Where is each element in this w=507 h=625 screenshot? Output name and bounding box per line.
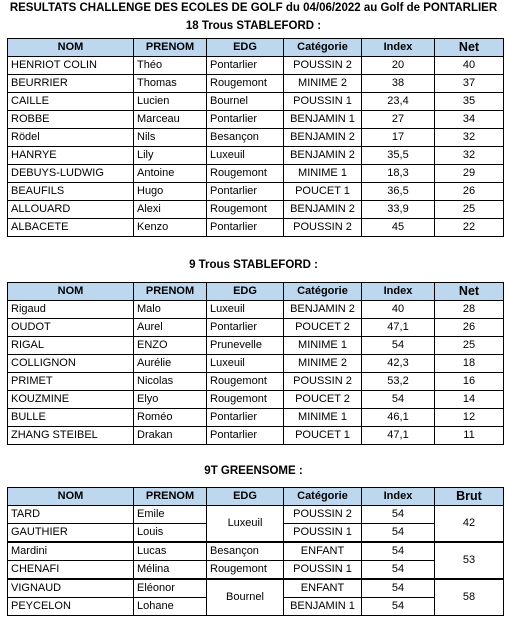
- cell-nom: VIGNAUD: [8, 579, 134, 598]
- cell-categorie: BENJAMIN 2: [284, 201, 362, 219]
- cell-prenom: Roméo: [134, 409, 207, 427]
- cell-nom: KOUZMINE: [8, 391, 134, 409]
- cell-prenom: Mélina: [134, 561, 207, 580]
- cell-edg: Pontarlier: [207, 409, 284, 427]
- cell-nom: HENRIOT COLIN: [8, 57, 134, 75]
- cell-index: 27: [362, 111, 435, 129]
- cell-index: 18,3: [362, 165, 435, 183]
- header-edg: EDG: [207, 39, 284, 57]
- cell-prenom: Drakan: [134, 427, 207, 445]
- cell-index: 53,2: [362, 373, 435, 391]
- cell-score: 11: [435, 427, 504, 445]
- cell-prenom: Thomas: [134, 75, 207, 93]
- cell-prenom: Kenzo: [134, 219, 207, 237]
- cell-nom: RIGAL: [8, 337, 134, 355]
- cell-categorie: ENFANT: [284, 542, 362, 561]
- header-categorie: Catégorie: [284, 39, 362, 57]
- cell-nom: PRIMET: [8, 373, 134, 391]
- table-row: [8, 579, 504, 598]
- cell-prenom: Hugo: [134, 183, 207, 201]
- cell-nom: GAUTHIER: [8, 524, 134, 543]
- header-prenom: PRENOM: [134, 488, 207, 506]
- cell-index: 36,5: [362, 183, 435, 201]
- cell-score: 37: [435, 75, 504, 93]
- cell-edg: Rougemont: [207, 391, 284, 409]
- cell-score: 25: [435, 201, 504, 219]
- cell-categorie: POUSSIN 1: [284, 561, 362, 580]
- cell-prenom: Malo: [134, 301, 207, 319]
- cell-edg: Luxeuil: [207, 147, 284, 165]
- header-nom: NOM: [8, 488, 134, 506]
- cell-score: 34: [435, 111, 504, 129]
- cell-categorie: MINIME 2: [284, 75, 362, 93]
- table-9t-greensome: [7, 487, 504, 616]
- cell-nom: ALLOUARD: [8, 201, 134, 219]
- cell-nom: Rödel: [8, 129, 134, 147]
- cell-nom: PEYCELON: [8, 598, 134, 616]
- cell-categorie: MINIME 2: [284, 355, 362, 373]
- cell-edg-team: Bournel: [207, 579, 284, 616]
- table-row: [8, 542, 504, 561]
- table-header-row: [8, 488, 504, 506]
- cell-categorie: POUCET 2: [284, 391, 362, 409]
- cell-score: 12: [435, 409, 504, 427]
- cell-prenom: Nils: [134, 129, 207, 147]
- cell-nom: HANRYE: [8, 147, 134, 165]
- header-score: Net: [435, 283, 504, 301]
- cell-prenom: Alexi: [134, 201, 207, 219]
- cell-prenom: Eléonor: [134, 579, 207, 598]
- cell-score: 26: [435, 319, 504, 337]
- cell-index: 42,3: [362, 355, 435, 373]
- header-prenom: PRENOM: [134, 283, 207, 301]
- cell-edg: Pontarlier: [207, 219, 284, 237]
- table-row: [8, 427, 504, 445]
- cell-categorie: ENFANT: [284, 579, 362, 598]
- cell-categorie: BENJAMIN 2: [284, 147, 362, 165]
- cell-score: 32: [435, 147, 504, 165]
- cell-prenom: Théo: [134, 57, 207, 75]
- cell-nom: TARD: [8, 506, 134, 524]
- section-title-greensome: 9T GREENSOME :: [204, 465, 303, 477]
- cell-prenom: Marceau: [134, 111, 207, 129]
- cell-team-score: 58: [435, 579, 504, 616]
- cell-index: 33,9: [362, 201, 435, 219]
- cell-nom: OUDOT: [8, 319, 134, 337]
- cell-nom: Mardini: [8, 542, 134, 561]
- header-score: Brut: [435, 488, 504, 506]
- cell-index: 54: [362, 524, 435, 543]
- table-row: [8, 129, 504, 147]
- cell-edg: Bournel: [207, 93, 284, 111]
- header-edg: EDG: [207, 283, 284, 301]
- cell-index: 20: [362, 57, 435, 75]
- table-header-row: [8, 39, 504, 57]
- cell-edg: Besançon: [207, 542, 284, 561]
- cell-edg: Pontarlier: [207, 319, 284, 337]
- cell-edg: Luxeuil: [207, 301, 284, 319]
- cell-score: 35: [435, 93, 504, 111]
- table-row: [8, 391, 504, 409]
- cell-score: 25: [435, 337, 504, 355]
- cell-categorie: BENJAMIN 2: [284, 129, 362, 147]
- cell-edg: Pontarlier: [207, 57, 284, 75]
- cell-nom: CAILLE: [8, 93, 134, 111]
- cell-index: 47,1: [362, 427, 435, 445]
- table-row: [8, 57, 504, 75]
- table-row: [8, 201, 504, 219]
- table-row: [8, 561, 504, 580]
- table-18-trous-stableford: [7, 38, 504, 237]
- cell-index: 54: [362, 598, 435, 616]
- cell-team-score: 42: [435, 506, 504, 543]
- section-title-18-trous: 18 Trous STABLEFORD :: [185, 20, 322, 32]
- cell-edg: Rougemont: [207, 75, 284, 93]
- cell-nom: ALBACETE: [8, 219, 134, 237]
- table-row: [8, 409, 504, 427]
- cell-prenom: ENZO: [134, 337, 207, 355]
- cell-team-score: 53: [435, 542, 504, 579]
- cell-categorie: POUSSIN 2: [284, 219, 362, 237]
- cell-nom: BEURRIER: [8, 75, 134, 93]
- cell-score: 16: [435, 373, 504, 391]
- table-row: [8, 183, 504, 201]
- cell-categorie: BENJAMIN 1: [284, 598, 362, 616]
- cell-index: 17: [362, 129, 435, 147]
- section-title-9-trous: 9 Trous STABLEFORD :: [189, 259, 318, 271]
- cell-index: 46,1: [362, 409, 435, 427]
- cell-index: 54: [362, 561, 435, 580]
- table-row: [8, 111, 504, 129]
- table-row: [8, 506, 504, 524]
- table-9-trous-stableford: [7, 282, 504, 445]
- cell-categorie: BENJAMIN 2: [284, 301, 362, 319]
- cell-edg: Pontarlier: [207, 183, 284, 201]
- cell-categorie: POUSSIN 2: [284, 373, 362, 391]
- cell-nom: CHENAFI: [8, 561, 134, 580]
- table-row: [8, 147, 504, 165]
- table-row: [8, 165, 504, 183]
- cell-prenom: Lucas: [134, 542, 207, 561]
- cell-index: 38: [362, 75, 435, 93]
- header-prenom: PRENOM: [134, 39, 207, 57]
- cell-nom: DEBUYS-LUDWIG: [8, 165, 134, 183]
- cell-edg: Rougemont: [207, 561, 284, 580]
- cell-edg: Rougemont: [207, 201, 284, 219]
- cell-edg: Rougemont: [207, 165, 284, 183]
- cell-nom: Rigaud: [8, 301, 134, 319]
- cell-nom: ZHANG STEIBEL: [8, 427, 134, 445]
- cell-prenom: Elyo: [134, 391, 207, 409]
- cell-edg: Pontarlier: [207, 427, 284, 445]
- cell-score: 28: [435, 301, 504, 319]
- cell-nom: BEAUFILS: [8, 183, 134, 201]
- cell-categorie: MINIME 1: [284, 409, 362, 427]
- cell-prenom: Lily: [134, 147, 207, 165]
- table-row: [8, 75, 504, 93]
- cell-score: 18: [435, 355, 504, 373]
- cell-score: 22: [435, 219, 504, 237]
- table-row: [8, 355, 504, 373]
- table-header-row: [8, 283, 504, 301]
- cell-prenom: Lohane: [134, 598, 207, 616]
- cell-categorie: POUCET 1: [284, 183, 362, 201]
- cell-categorie: MINIME 1: [284, 165, 362, 183]
- cell-edg-team: Luxeuil: [207, 506, 284, 543]
- cell-edg: Prunevelle: [207, 337, 284, 355]
- cell-index: 40: [362, 301, 435, 319]
- cell-categorie: POUSSIN 1: [284, 93, 362, 111]
- cell-score: 14: [435, 391, 504, 409]
- cell-prenom: Emile: [134, 506, 207, 524]
- cell-prenom: Antoine: [134, 165, 207, 183]
- cell-nom: COLLIGNON: [8, 355, 134, 373]
- header-nom: NOM: [8, 283, 134, 301]
- cell-index: 35,5: [362, 147, 435, 165]
- header-index: Index: [362, 488, 435, 506]
- cell-categorie: POUSSIN 2: [284, 506, 362, 524]
- cell-edg: Besançon: [207, 129, 284, 147]
- header-index: Index: [362, 283, 435, 301]
- cell-categorie: BENJAMIN 1: [284, 111, 362, 129]
- page-title: RESULTATS CHALLENGE DES ECOLES DE GOLF du 04/06/2022 au Golf de PONTARLIER: [9, 2, 498, 14]
- cell-prenom: Lucien: [134, 93, 207, 111]
- cell-categorie: POUCET 2: [284, 319, 362, 337]
- table-row: [8, 337, 504, 355]
- cell-index: 54: [362, 391, 435, 409]
- table-row: [8, 93, 504, 111]
- cell-score: 29: [435, 165, 504, 183]
- cell-index: 54: [362, 337, 435, 355]
- cell-prenom: Aurel: [134, 319, 207, 337]
- header-categorie: Catégorie: [284, 283, 362, 301]
- cell-index: 23,4: [362, 93, 435, 111]
- cell-score: 32: [435, 129, 504, 147]
- cell-prenom: Aurélie: [134, 355, 207, 373]
- cell-index: 45: [362, 219, 435, 237]
- header-index: Index: [362, 39, 435, 57]
- header-edg: EDG: [207, 488, 284, 506]
- header-categorie: Catégorie: [284, 488, 362, 506]
- table-row: [8, 319, 504, 337]
- cell-index: 54: [362, 542, 435, 561]
- table-row: [8, 373, 504, 391]
- cell-nom: ROBBE: [8, 111, 134, 129]
- cell-index: 54: [362, 506, 435, 524]
- cell-edg: Pontarlier: [207, 111, 284, 129]
- cell-index: 54: [362, 579, 435, 598]
- cell-edg: Luxeuil: [207, 355, 284, 373]
- table-row: [8, 219, 504, 237]
- cell-prenom: Nicolas: [134, 373, 207, 391]
- cell-score: 40: [435, 57, 504, 75]
- header-score: Net: [435, 39, 504, 57]
- cell-index: 47,1: [362, 319, 435, 337]
- cell-nom: BULLE: [8, 409, 134, 427]
- header-nom: NOM: [8, 39, 134, 57]
- cell-categorie: POUSSIN 2: [284, 57, 362, 75]
- cell-edg: Rougemont: [207, 373, 284, 391]
- cell-prenom: Louis: [134, 524, 207, 543]
- cell-score: 26: [435, 183, 504, 201]
- cell-categorie: POUSSIN 1: [284, 524, 362, 543]
- cell-categorie: POUCET 1: [284, 427, 362, 445]
- cell-categorie: MINIME 1: [284, 337, 362, 355]
- table-row: [8, 301, 504, 319]
